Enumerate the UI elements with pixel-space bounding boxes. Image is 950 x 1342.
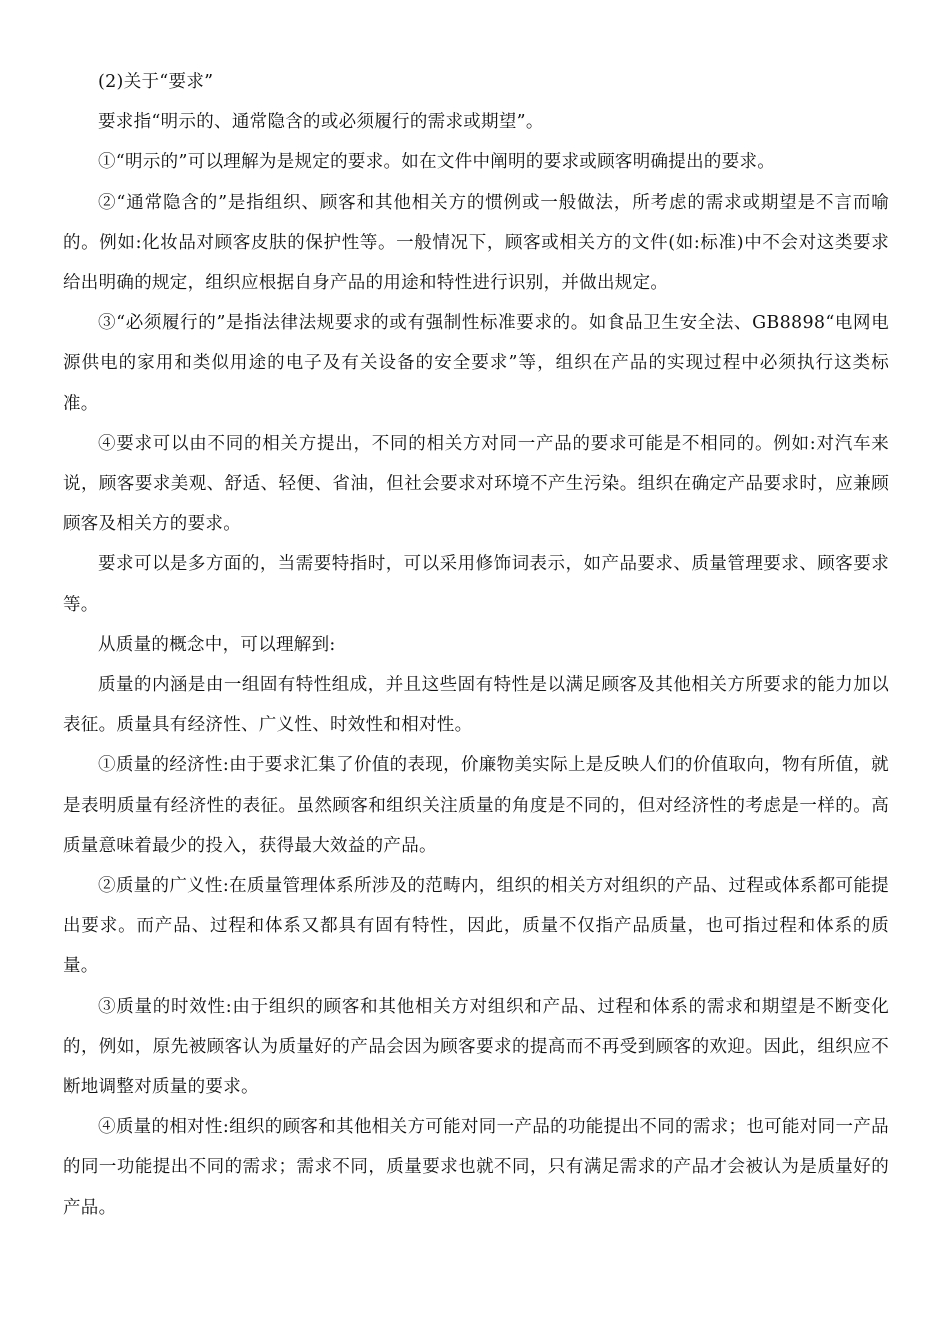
paragraph: 质量的内涵是由一组固有特性组成，并且这些固有特性是以满足顾客及其他相关方所要求的能力加以表征。质量具有经济性、广义性、时效性和相对性。	[63, 675, 889, 736]
paragraph: ①质量的经济性:由于要求汇集了价值的表现，价廉物美实际上是反映人们的价值取向，物有所值，就是表明质量有经济性的表征。虽然顾客和组织关注质量的角度是不同的，但对经济性的考虑是一样的。高质量意味着最少的投入，获得最大效益的产品。	[63, 755, 889, 856]
document-page	[63, 62, 889, 1228]
paragraph: ①“明示的”可以理解为是规定的要求。如在文件中阐明的要求或顾客明确提出的要求。	[98, 152, 776, 173]
section-heading: (2)关于“要求”	[98, 72, 214, 92]
paragraph: 要求可以是多方面的，当需要特指时，可以采用修饰词表示，如产品要求、质量管理要求、顾客要求等。	[63, 554, 889, 615]
paragraph: ②“通常隐含的”是指组织、顾客和其他相关方的惯例或一般做法，所考虑的需求或期望是不言而喻的。例如:化妆品对顾客皮肤的保护性等。一般情况下，顾客或相关方的文件(如:标准)中不会对这类要求给出明确的规定，组织应根据自身产品的用途和特性进行识别，并做出规定。	[63, 192, 889, 294]
paragraph: ③质量的时效性:由于组织的顾客和其他相关方对组织和产品、过程和体系的需求和期望是不断变化的，例如，原先被顾客认为质量好的产品会因为顾客要求的提高而不再受到顾客的欢迎。因此，组织应不断地调整对质量的要求。	[63, 996, 889, 1098]
paragraph: ④要求可以由不同的相关方提出，不同的相关方对同一产品的要求可能是不相同的。例如:对汽车来说，顾客要求美观、舒适、轻便、省油，但社会要求对环境不产生污染。组织在确定产品要求时，应兼顾顾客及相关方的要求。	[63, 433, 889, 535]
paragraph: 从质量的概念中，可以理解到:	[98, 634, 336, 655]
paragraph: ③“必须履行的”是指法律法规要求的或有强制性标准要求的。如食品卫生安全法、GB8898“电网电源供电的家用和类似用途的电子及有关设备的安全要求”等，组织在产品的实现过程中必须执行这类标准。	[63, 313, 889, 414]
paragraph: 要求指“明示的、通常隐含的或必须履行的需求或期望”。	[98, 112, 544, 133]
paragraph: ②质量的广义性:在质量管理体系所涉及的范畴内，组织的相关方对组织的产品、过程或体系都可能提出要求。而产品、过程和体系又都具有固有特性，因此，质量不仅指产品质量，也可指过程和体系的质量。	[63, 876, 889, 977]
paragraph: ④质量的相对性:组织的顾客和其他相关方可能对同一产品的功能提出不同的需求；也可能对同一产品的同一功能提出不同的需求；需求不同，质量要求也就不同，只有满足需求的产品才会被认为是质量好的产品。	[63, 1117, 889, 1218]
